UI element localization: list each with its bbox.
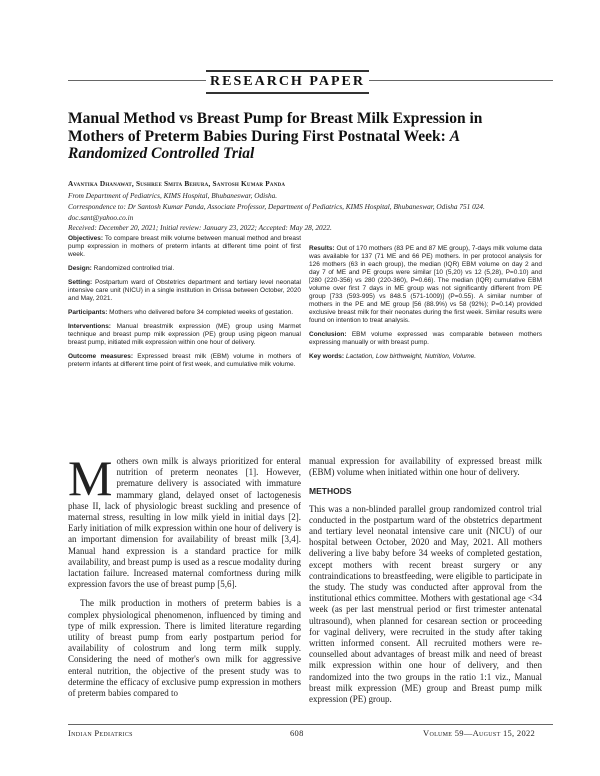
volume-date: Volume 59—August 15, 2022: [423, 728, 536, 738]
abstract-interventions: Interventions: Manual breastmilk expression (ME) group using Marmet technique and breast pump milk expression (PE) group using pigeon manual breast pump, initiated milk expression within one hour of delivery.: [68, 323, 301, 346]
abstract-design: Design: Randomized controlled trial.: [68, 265, 175, 272]
body-right-column: [309, 456, 542, 713]
abstract-objectives: Objectives: To compare breast milk volume between manual method and breast pump expression in mothers of preterm infants at different time point of first week.: [68, 235, 301, 258]
article-type-banner: RESEARCH PAPER: [206, 70, 369, 94]
abstract-left-column: [68, 235, 301, 375]
journal-name: Indian Pediatrics: [68, 728, 133, 738]
abstract: [68, 235, 553, 445]
abstract-outcome: Outcome measures: Expressed breast milk (EBM) volume in mothers of preterm infants at different time point of first week, and cumulative milk volume.: [68, 353, 301, 368]
page-number: 608: [290, 728, 304, 738]
body-left-column: [68, 450, 301, 707]
abstract-conclusion: Conclusion: EBM volume expressed was comparable between mothers expressing manually or with breast pump.: [309, 331, 542, 346]
abstract-right-column: [309, 245, 542, 367]
intro-paragraph-1: Mothers own milk is always prioritized for enteral nutrition of preterm neonates [1]. However, premature delivery is associated with immature mammary gland, delayed onset of lactogenesis phase II, lack of physiologic breast suckling and presence of maternal stress, resulting in low milk yield in initial days [2]. Early initiation of milk expression within one hour of delivery is an important dimension for availability of breast milk [3,4]. Manual hand expression is a standard practice for milk availability, and breast pump is used as a rescue modality during lactation failure. Increased maternal comfortness during milk expression favors the use of breast pump [5,6].: [68, 450, 301, 590]
methods-heading: METHODS: [309, 486, 352, 497]
authors: Avantika Dhanawat, Sushree Smita Behura, Santosh Kumar Panda: [68, 179, 286, 188]
correspondence: Correspondence to: Dr Santosh Kumar Panda, Associate Professor, Department of Pediatrics, KIMS Hospital, Bhubaneswar, Odisha 751 024. doc.sant@yahoo.co.in: [68, 202, 485, 222]
abstract-results: Results: Out of 170 mothers (83 PE and 87 ME group), 7-days milk volume data was available for 137 (71 ME and 66 PE) mothers. In per protocol analysis for 126 mothers (63 in each group), the median (IQR) EBM volume on day 2 and day 7 of ME and PE groups were similar [10 (5,20) vs 12 (5,28), P=0.10) and [280 (220-356) vs 280 (220-360), P=0.66). The median (IQR) cumulative EBM volume over first 7 days in ME group was not significantly different from PE group [733 (593-995) vs 848.5 (571-1009)] (P=0.55). A similar number of mothers in the PE and ME group [56 (88.9%) vs 58 (92%); P=0.14) provided exclusive breast milk for their neonates during the first week. Similar results were found on intention to treat analysis.: [309, 245, 542, 324]
abstract-setting: Setting: Postpartum ward of Obstetrics department and tertiary level neonatal intensive care unit (NICU) in a single institution in Orissa between October, 2020 and May, 2021.: [68, 279, 301, 302]
abstract-participants: Participants: Mothers who delivered before 34 completed weeks of gestation.: [68, 309, 294, 316]
abstract-keywords: Key words: Lactation, Low birthweight, Nutrition, Volume.: [309, 353, 477, 360]
affiliation: From Department of Pediatrics, KIMS Hospital, Bhubaneswar, Odisha.: [68, 191, 278, 200]
intro-paragraph-2: The milk production in mothers of preterm babies is a complex physiological phenomenon, influenced by timing and type of milk expression. There is limited literature regarding utility of breast pump from early postpartum period for availability of colostrum and long term milk supply. Considering the need of mother's own milk for aggressive enteral nutrition, the objective of the present study was to determine the efficacy of exclusive pump expression in mothers of preterm babies compared to: [68, 598, 301, 699]
footer-rule: [68, 724, 553, 725]
intro-paragraph-3: manual expression for availability of expressed breast milk (EBM) volume when initiated within one hour of delivery.: [309, 456, 542, 478]
received-dates: Received: December 20, 2021; Initial review: January 23, 2022; Accepted: May 28, 2022.: [68, 223, 332, 232]
drop-cap: M: [68, 450, 113, 506]
methods-paragraph: This was a non-blinded parallel group randomized control trial conducted in the postpartum ward of the obstetrics department and tertiary level neonatal intensive care unit (NICU) of our hospital between October, 2020 and May, 2021. All mothers delivering a live baby before 34 weeks of completed gestation, except mothers with recent breast surgery or any contraindications to breastfeeding, were eligible to participate in the study. The study was conducted after approval from the institutional ethics committee. Mothers with gestational age <34 week (as per last menstrual period or first trimester antenatal ultrasound), when planned for cesarean section or proceeding for vaginal delivery, were recruited in the study after taking written informed consent. All recruited mothers were re-counselled about advantages of breast milk and need of breast milk expression within one hour of delivery, and then randomized into the two groups in the ratio 1:1 viz., Manual breast milk expression (ME) group and Breast pump milk expression (PE) group.: [309, 503, 542, 705]
article-title: Manual Method vs Breast Pump for Breast Milk Expression in Mothers of Preterm Babies During First Postnatal Week: A Randomized Controlled Trial: [68, 110, 483, 162]
